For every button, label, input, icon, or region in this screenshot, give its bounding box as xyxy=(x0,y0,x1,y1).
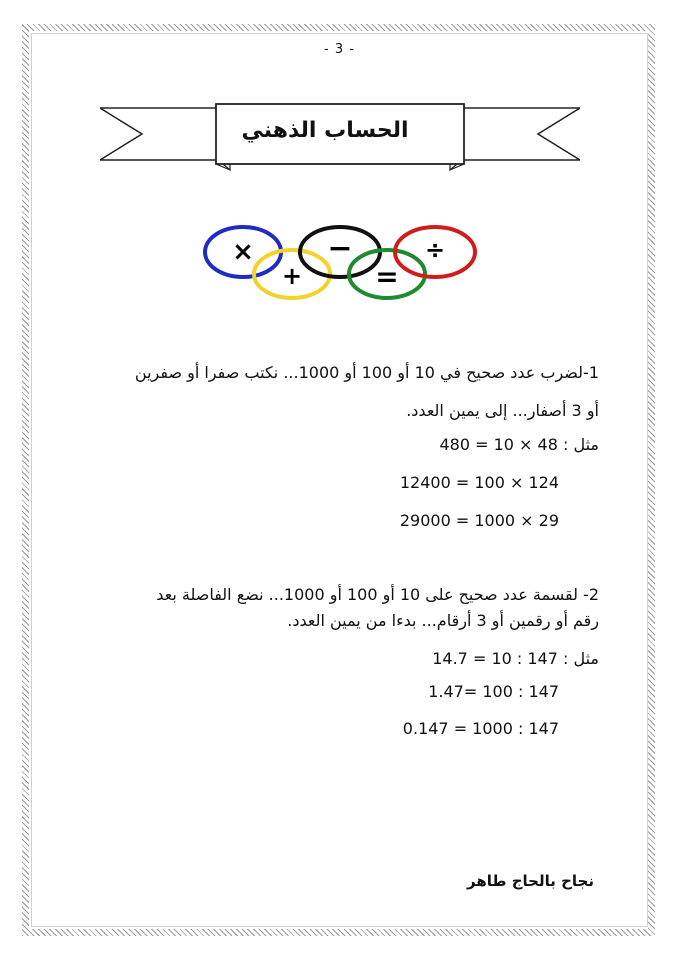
page-number: - 3 - xyxy=(324,42,355,57)
rule2-example-1: 14.7 = 10 : 147 xyxy=(432,649,558,668)
rule2-example-3-text: 0.147 = 1000 : 147 xyxy=(402,719,559,738)
operation-rings xyxy=(200,222,490,302)
plus-symbol: + xyxy=(281,262,303,290)
rule1-example-2 xyxy=(400,472,559,494)
rule1-example-2-text: 12400 = 100 × 124 xyxy=(399,473,559,492)
rule1-example-3-text: 29000 = 1000 × 29 xyxy=(399,511,559,530)
equals-symbol: = xyxy=(375,260,399,293)
rule1-example-3 xyxy=(400,510,559,532)
page-title: الحساب الذهني xyxy=(241,118,409,143)
times-symbol: × xyxy=(232,237,254,267)
rule1-example-label: مثل : xyxy=(563,435,599,454)
divide-symbol: ÷ xyxy=(424,236,446,264)
rule2-example-2-text: 1.47= 100 : 147 xyxy=(428,682,559,701)
rule2-line2: رقم أو رقمين أو 3 أرقام... بدءا من يمين العدد. xyxy=(287,611,599,630)
rule2-example-label: مثل : xyxy=(563,649,599,668)
minus-symbol: − xyxy=(327,231,353,266)
rule2-example1-row xyxy=(432,648,599,670)
rule2-example-3 xyxy=(403,718,559,740)
rule1-example-1: 480 = 10 × 48 xyxy=(439,435,558,454)
rule2-line1: 2- لقسمة عدد صحيح على 10 أو 100 أو 1000... نضع الفاصلة بعد xyxy=(156,585,599,604)
rule1-line1: 1-لضرب عدد صحيح في 10 أو 100 أو 1000... نكتب صفرا أو صفرين xyxy=(134,363,599,382)
rule2-example-2 xyxy=(428,681,559,703)
rule1-example1-row xyxy=(439,434,599,456)
author-name: نجاح بالحاج طاهر xyxy=(467,872,594,890)
rule1-line2: أو 3 أصفار... إلى يمين العدد. xyxy=(406,401,599,420)
